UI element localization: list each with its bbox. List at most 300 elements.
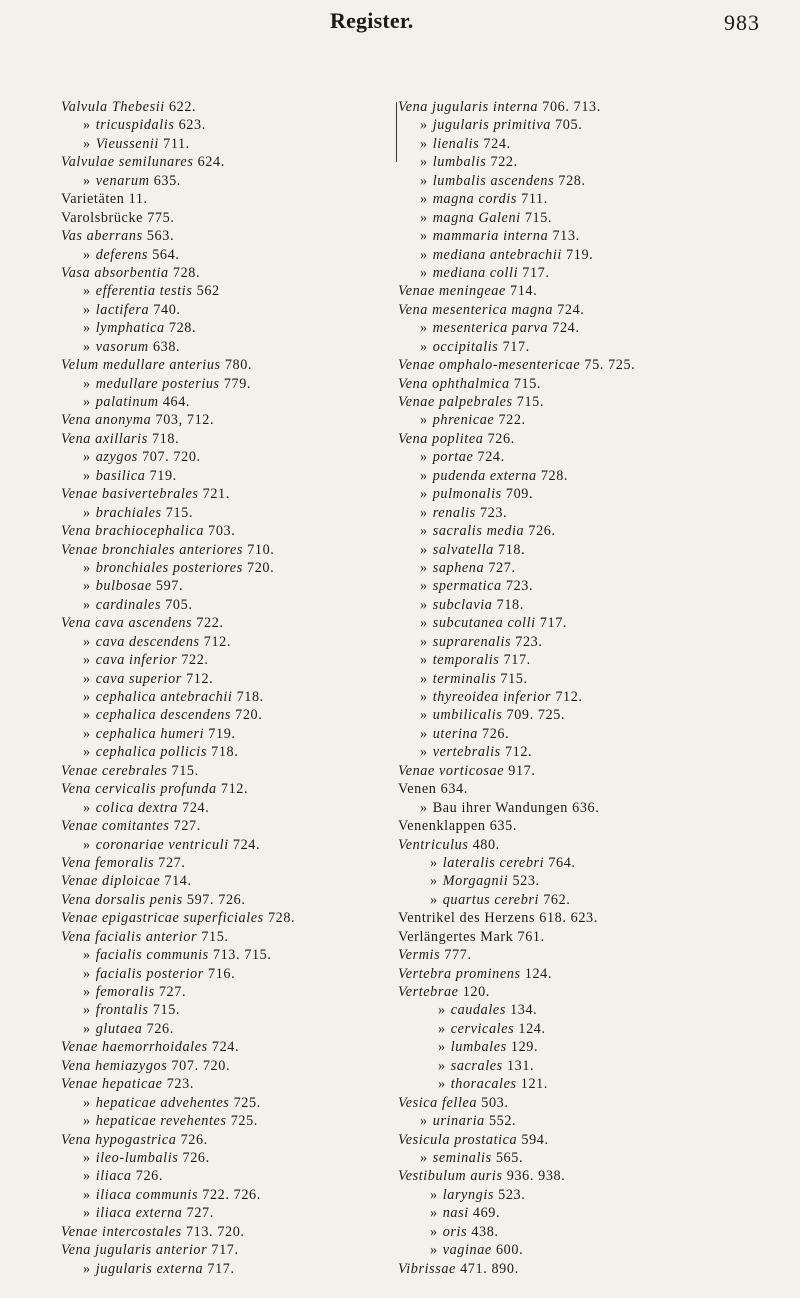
page-reference: 707. 720. bbox=[171, 1057, 231, 1074]
index-entry bbox=[61, 264, 391, 282]
ditto-mark: » bbox=[420, 209, 428, 226]
page-reference: 726. bbox=[487, 430, 515, 447]
page-number: 983 bbox=[724, 10, 760, 35]
index-entry bbox=[398, 246, 788, 264]
page-reference: 706. 713. bbox=[542, 99, 601, 115]
page-reference: 718. bbox=[236, 689, 264, 705]
index-entry bbox=[398, 854, 788, 872]
page-reference: 711. bbox=[163, 135, 190, 152]
index-term: Vena mesenterica magna bbox=[398, 301, 554, 318]
page-reference: 775. bbox=[147, 209, 175, 226]
page-reference: 552. bbox=[488, 1113, 517, 1130]
index-entry bbox=[61, 983, 391, 1001]
index-term: Valvulae semilunares bbox=[61, 154, 194, 171]
ditto-mark: » bbox=[420, 615, 428, 632]
index-term: Varolsbrücke bbox=[61, 209, 144, 226]
index-entry bbox=[398, 983, 788, 1001]
index-term: Venae cerebrales bbox=[61, 762, 168, 779]
ditto-mark: » bbox=[83, 633, 91, 650]
page-reference: 597. bbox=[155, 578, 184, 595]
page-reference: 719. bbox=[566, 246, 594, 263]
index-term: Venae intercostales bbox=[61, 1223, 182, 1240]
index-entry bbox=[398, 135, 788, 153]
index-entry bbox=[398, 706, 788, 724]
index-entry bbox=[398, 448, 788, 466]
page-reference: 131. bbox=[506, 1057, 535, 1074]
index-term: Vermis bbox=[398, 947, 441, 964]
index-term: cava descendens bbox=[95, 633, 200, 650]
ditto-mark: » bbox=[420, 449, 428, 466]
index-entry bbox=[398, 375, 788, 393]
index-term: Valvula Thebesii bbox=[61, 99, 165, 115]
index-term: colica dextra bbox=[95, 799, 178, 816]
page-reference: 728. bbox=[168, 320, 197, 337]
page-reference: 723. bbox=[166, 1076, 194, 1093]
index-entry bbox=[61, 1149, 391, 1167]
ditto-mark: » bbox=[420, 1149, 428, 1166]
page-reference: 728. bbox=[558, 172, 586, 189]
page-reference: 565. bbox=[495, 1149, 524, 1166]
page-reference: 726. bbox=[135, 1168, 164, 1185]
page-reference: 715. bbox=[165, 504, 193, 521]
page-reference: 710. bbox=[247, 541, 275, 558]
ditto-mark: » bbox=[83, 117, 91, 134]
index-term: oris bbox=[442, 1223, 468, 1240]
page-reference: 638. bbox=[152, 338, 181, 355]
index-entry bbox=[398, 1112, 788, 1130]
page-reference: 480. bbox=[472, 836, 500, 853]
page-reference: 724. bbox=[232, 836, 261, 853]
index-term: iliaca externa bbox=[95, 1205, 183, 1222]
page-reference: 715. bbox=[171, 762, 199, 779]
ditto-mark: » bbox=[438, 1020, 446, 1037]
index-entry bbox=[398, 577, 788, 595]
ditto-mark: » bbox=[430, 1205, 438, 1222]
index-entry bbox=[61, 1204, 391, 1222]
page-reference: 727. bbox=[173, 818, 201, 835]
page-reference: 712. bbox=[555, 689, 583, 705]
index-entry bbox=[61, 338, 391, 356]
index-term: coronariae ventriculi bbox=[95, 836, 229, 853]
index-entry bbox=[61, 190, 391, 208]
ditto-mark: » bbox=[430, 1186, 438, 1203]
index-term: laryngis bbox=[442, 1186, 495, 1203]
index-term: cardinales bbox=[95, 596, 162, 613]
page-reference: 725. bbox=[233, 1094, 261, 1111]
index-term: Vena hypogastrica bbox=[61, 1131, 177, 1148]
ditto-mark: » bbox=[430, 1223, 438, 1240]
ditto-mark: » bbox=[420, 228, 428, 245]
ditto-mark: » bbox=[83, 338, 91, 355]
page-reference: 471. 890. bbox=[460, 1260, 519, 1277]
page-reference: 713. 715. bbox=[212, 947, 272, 964]
index-term: Vertebra prominens bbox=[398, 965, 521, 982]
index-entry bbox=[398, 614, 788, 632]
index-entry bbox=[398, 319, 788, 337]
page-reference: 705. bbox=[555, 117, 583, 134]
index-entry bbox=[398, 1001, 788, 1019]
page-reference: 717. bbox=[207, 1260, 235, 1277]
index-entry bbox=[398, 153, 788, 171]
index-term: temporalis bbox=[432, 652, 500, 669]
index-entry bbox=[61, 172, 391, 190]
page-reference: 723. bbox=[515, 633, 543, 650]
index-entry bbox=[398, 1038, 788, 1056]
index-entry bbox=[61, 706, 391, 724]
index-entry bbox=[61, 909, 391, 927]
index-term: bulbosae bbox=[95, 578, 152, 595]
index-term: Venae bronchiales anteriores bbox=[61, 541, 244, 558]
ditto-mark: » bbox=[83, 504, 91, 521]
page-reference: 564. bbox=[152, 246, 180, 263]
index-entry bbox=[61, 301, 391, 319]
index-term: cephalica humeri bbox=[95, 725, 205, 742]
index-entry bbox=[61, 780, 391, 798]
page-reference: 707. 720. bbox=[142, 449, 201, 466]
ditto-mark: » bbox=[420, 467, 428, 484]
index-term: Vena brachiocephalica bbox=[61, 523, 205, 540]
ditto-mark: » bbox=[83, 1113, 91, 1130]
index-term: Vena anonyma bbox=[61, 412, 152, 429]
index-term: Vena jugularis anterior bbox=[61, 1242, 208, 1259]
index-term: lymphatica bbox=[95, 320, 165, 337]
index-entry bbox=[398, 1020, 788, 1038]
index-entry bbox=[61, 1038, 391, 1056]
index-term: vasorum bbox=[95, 338, 149, 355]
index-term: deferens bbox=[95, 246, 149, 263]
page-reference: 120. bbox=[462, 984, 490, 1000]
index-term: lumbales bbox=[450, 1039, 507, 1056]
index-term: magna cordis bbox=[432, 191, 518, 208]
index-term: Vasa absorbentia bbox=[61, 264, 169, 281]
ditto-mark: » bbox=[420, 191, 428, 208]
index-entry bbox=[61, 559, 391, 577]
index-entry bbox=[398, 1149, 788, 1167]
index-term: lumbalis bbox=[432, 154, 487, 171]
page-reference: 703, 712. bbox=[155, 412, 215, 429]
index-term: portae bbox=[432, 449, 474, 466]
page-reference: 717. bbox=[503, 652, 531, 669]
index-entry bbox=[61, 98, 391, 116]
page-reference: 727. bbox=[488, 559, 516, 576]
index-entry bbox=[61, 946, 391, 964]
ditto-mark: » bbox=[420, 633, 428, 650]
ditto-mark: » bbox=[83, 984, 91, 1000]
index-term: terminalis bbox=[432, 670, 497, 687]
index-term: Vieussenii bbox=[95, 135, 159, 152]
index-term: bronchiales posteriores bbox=[95, 559, 243, 576]
index-term: jugularis primitiva bbox=[432, 117, 551, 134]
index-term: azygos bbox=[95, 449, 138, 466]
page-reference: 715. bbox=[513, 375, 542, 392]
ditto-mark: » bbox=[83, 301, 91, 318]
index-entry bbox=[61, 1001, 391, 1019]
ditto-mark: » bbox=[420, 338, 428, 355]
index-entry bbox=[61, 1094, 391, 1112]
page-reference: 719. bbox=[208, 725, 236, 742]
ditto-mark: » bbox=[83, 1205, 91, 1222]
index-entry bbox=[398, 891, 788, 909]
ditto-mark: » bbox=[420, 154, 428, 171]
page-reference: 764. bbox=[548, 854, 576, 871]
index-entry bbox=[61, 817, 391, 835]
page-reference: 705. bbox=[165, 596, 193, 613]
index-entry bbox=[61, 209, 391, 227]
page-reference: 597. 726. bbox=[186, 891, 246, 908]
ditto-mark: » bbox=[83, 1168, 91, 1185]
ditto-mark: » bbox=[420, 246, 428, 263]
ditto-mark: » bbox=[438, 1039, 446, 1056]
index-term: mammaria interna bbox=[432, 228, 549, 245]
index-entry bbox=[61, 743, 391, 761]
page-reference: 726. bbox=[146, 1020, 174, 1037]
index-entry bbox=[61, 1020, 391, 1038]
index-term: Varietäten bbox=[61, 191, 125, 208]
page-reference: 727. bbox=[158, 984, 187, 1000]
page-reference: 703. bbox=[208, 523, 236, 540]
ditto-mark: » bbox=[420, 799, 428, 816]
index-entry bbox=[398, 559, 788, 577]
index-entry bbox=[61, 504, 391, 522]
index-entry bbox=[61, 670, 391, 688]
index-term: subcutanea colli bbox=[432, 615, 536, 632]
index-entry bbox=[61, 393, 391, 411]
page-reference: 723. bbox=[479, 504, 508, 521]
index-entry bbox=[398, 946, 788, 964]
ditto-mark: » bbox=[83, 449, 91, 466]
index-term: femoralis bbox=[95, 984, 155, 1000]
index-entry bbox=[398, 1204, 788, 1222]
index-entry bbox=[398, 116, 788, 134]
index-entry bbox=[61, 1241, 391, 1259]
index-entry bbox=[61, 1260, 391, 1278]
index-term: Vesica fellea bbox=[398, 1094, 478, 1111]
index-entry bbox=[61, 651, 391, 669]
ditto-mark: » bbox=[420, 652, 428, 669]
index-entry bbox=[398, 872, 788, 890]
ditto-mark: » bbox=[430, 1242, 438, 1259]
index-entry bbox=[61, 116, 391, 134]
page-reference: 724. bbox=[211, 1039, 240, 1056]
index-entry bbox=[61, 485, 391, 503]
ditto-mark: » bbox=[83, 947, 91, 964]
ditto-mark: » bbox=[420, 541, 428, 558]
index-term: urinaria bbox=[432, 1113, 485, 1130]
index-entry bbox=[61, 928, 391, 946]
index-term: lactifera bbox=[95, 301, 150, 318]
page-reference: 124. bbox=[518, 1020, 546, 1037]
index-entry bbox=[398, 799, 788, 817]
page-reference: 635. bbox=[489, 818, 517, 835]
column-divider bbox=[396, 102, 397, 162]
page-reference: 715. bbox=[152, 1002, 181, 1019]
ditto-mark: » bbox=[420, 320, 428, 337]
ditto-mark: » bbox=[420, 559, 428, 576]
index-entry bbox=[61, 854, 391, 872]
index-entry bbox=[398, 743, 788, 761]
ditto-mark: » bbox=[83, 246, 91, 263]
ditto-mark: » bbox=[420, 1113, 428, 1130]
ditto-mark: » bbox=[438, 1076, 446, 1093]
index-entry bbox=[398, 1260, 788, 1278]
ditto-mark: » bbox=[83, 283, 91, 300]
index-entry bbox=[398, 1241, 788, 1259]
index-entry bbox=[398, 1131, 788, 1149]
page-reference: 779. bbox=[223, 375, 252, 392]
index-entry bbox=[61, 596, 391, 614]
index-term: Venenklappen bbox=[398, 818, 486, 835]
index-entry bbox=[398, 762, 788, 780]
ditto-mark: » bbox=[83, 596, 91, 613]
index-entry bbox=[398, 411, 788, 429]
ditto-mark: » bbox=[430, 854, 438, 871]
page-reference: 936. 938. bbox=[506, 1168, 566, 1185]
page-reference: 715. bbox=[524, 209, 553, 226]
index-term: Verlängertes Mark bbox=[398, 928, 514, 945]
page-reference: 777. bbox=[444, 947, 472, 964]
page-reference: 718. bbox=[151, 430, 180, 447]
index-term: umbilicalis bbox=[432, 707, 503, 724]
index-entry bbox=[398, 190, 788, 208]
page-reference: 563. bbox=[146, 228, 175, 245]
index-entry bbox=[398, 467, 788, 485]
page-reference: 713. bbox=[552, 228, 580, 245]
index-entry bbox=[61, 467, 391, 485]
ditto-mark: » bbox=[83, 375, 91, 392]
ditto-mark: » bbox=[83, 1149, 91, 1166]
index-entry bbox=[61, 577, 391, 595]
page-reference: 721. bbox=[202, 486, 230, 503]
index-term: facialis communis bbox=[95, 947, 209, 964]
index-entry bbox=[398, 817, 788, 835]
index-term: Vena ophthalmica bbox=[398, 375, 510, 392]
ditto-mark: » bbox=[83, 172, 91, 189]
page-reference: 124. bbox=[524, 965, 552, 982]
index-entry bbox=[61, 1057, 391, 1075]
index-entry bbox=[61, 282, 391, 300]
page-reference: 726. bbox=[528, 523, 556, 540]
index-entry bbox=[61, 541, 391, 559]
index-term: mesenterica parva bbox=[432, 320, 549, 337]
index-term: Ventriculus bbox=[398, 836, 469, 853]
index-entry bbox=[61, 762, 391, 780]
index-entry bbox=[398, 541, 788, 559]
index-entry bbox=[398, 338, 788, 356]
index-term: Vibrissae bbox=[398, 1260, 456, 1277]
index-entry bbox=[398, 393, 788, 411]
index-entry bbox=[398, 1223, 788, 1241]
index-entry bbox=[398, 1075, 788, 1093]
index-column-left bbox=[61, 98, 391, 1278]
ditto-mark: » bbox=[438, 1057, 446, 1074]
ditto-mark: » bbox=[420, 135, 428, 152]
index-entry bbox=[61, 688, 391, 706]
page-reference: 523. bbox=[498, 1186, 526, 1203]
page-reference: 917. bbox=[508, 762, 536, 779]
ditto-mark: » bbox=[420, 486, 428, 503]
ditto-mark: » bbox=[83, 1260, 91, 1277]
page-reference: 622. bbox=[168, 99, 197, 115]
page-reference: 726. bbox=[182, 1149, 210, 1166]
page-reference: 464. bbox=[162, 394, 191, 410]
page-reference: 709. bbox=[505, 486, 534, 503]
index-term: Bau ihrer Wandungen bbox=[432, 799, 568, 816]
index-term: Vena hemiazygos bbox=[61, 1057, 168, 1074]
index-term: glutaea bbox=[95, 1020, 143, 1037]
index-term: Venae basivertebrales bbox=[61, 486, 199, 503]
index-term: frontalis bbox=[95, 1002, 149, 1019]
index-term: medullare posterius bbox=[95, 375, 220, 392]
page-reference: 716. bbox=[208, 965, 236, 982]
index-term: iliaca communis bbox=[95, 1186, 199, 1203]
index-entry bbox=[61, 965, 391, 983]
index-entry bbox=[398, 1167, 788, 1185]
ditto-mark: » bbox=[420, 707, 428, 724]
index-term: Vena dorsalis penis bbox=[61, 891, 183, 908]
index-entry bbox=[61, 872, 391, 890]
index-term: thoracales bbox=[450, 1076, 517, 1093]
ditto-mark: » bbox=[83, 559, 91, 576]
index-term: uterina bbox=[432, 725, 478, 742]
index-term: Venae meningeae bbox=[398, 283, 506, 300]
ditto-mark: » bbox=[83, 1186, 91, 1203]
index-term: mediana antebrachii bbox=[432, 246, 562, 263]
page-reference: 725. bbox=[230, 1113, 258, 1130]
page-reference: 717. bbox=[502, 338, 530, 355]
page-reference: 726. bbox=[482, 725, 510, 742]
index-term: Velum medullare anterius bbox=[61, 357, 221, 374]
page-header bbox=[0, 8, 800, 38]
page-reference: 712. bbox=[220, 781, 249, 798]
page-reference: 634. bbox=[440, 781, 468, 798]
page-reference: 600. bbox=[495, 1242, 524, 1259]
index-entry bbox=[398, 1094, 788, 1112]
index-term: lienalis bbox=[432, 135, 480, 152]
index-term: Vena cervicalis profunda bbox=[61, 781, 217, 798]
ditto-mark: » bbox=[420, 596, 428, 613]
ditto-mark: » bbox=[420, 689, 428, 705]
page-reference: 623. bbox=[178, 117, 206, 134]
index-term: vertebralis bbox=[432, 744, 501, 761]
page-reference: 724. bbox=[483, 135, 511, 152]
page-reference: 728. bbox=[172, 264, 201, 281]
index-term: renalis bbox=[432, 504, 476, 521]
index-term: thyreoidea inferior bbox=[432, 689, 552, 705]
page-reference: 618. 623. bbox=[539, 910, 598, 927]
index-entry bbox=[61, 448, 391, 466]
ditto-mark: » bbox=[420, 744, 428, 761]
ditto-mark: » bbox=[83, 744, 91, 761]
index-term: suprarenalis bbox=[432, 633, 512, 650]
page-reference: 720. bbox=[247, 559, 275, 576]
page-reference: 723. bbox=[505, 578, 534, 595]
page-reference: 11. bbox=[128, 191, 148, 208]
index-entry bbox=[61, 633, 391, 651]
ditto-mark: » bbox=[83, 135, 91, 152]
page-reference: 635. bbox=[153, 172, 181, 189]
ditto-mark: » bbox=[83, 689, 91, 705]
index-entry bbox=[398, 356, 788, 374]
ditto-mark: » bbox=[420, 578, 428, 595]
page-reference: 129. bbox=[510, 1039, 539, 1056]
index-entry bbox=[61, 522, 391, 540]
index-term: magna Galeni bbox=[432, 209, 521, 226]
index-term: spermatica bbox=[432, 578, 502, 595]
index-term: venarum bbox=[95, 172, 150, 189]
ditto-mark: » bbox=[83, 652, 91, 669]
page-reference: 720. bbox=[235, 707, 263, 724]
page-reference: 717. bbox=[211, 1242, 239, 1259]
